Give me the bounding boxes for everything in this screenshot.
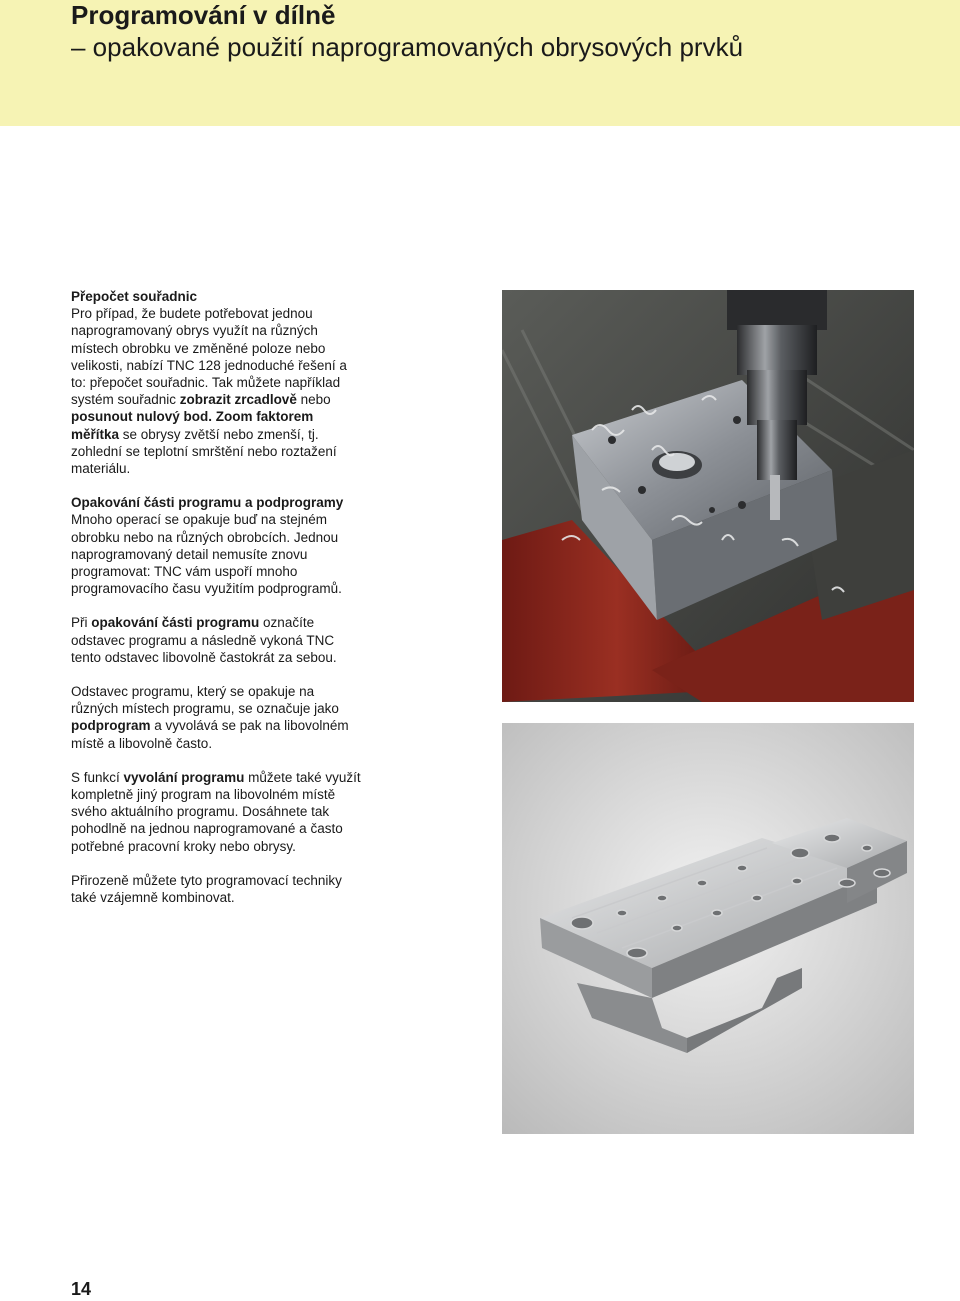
bold-term: zobrazit zrcadlově [179, 392, 297, 408]
body-text: Pro případ, že budete potřebovat jednou naprogramovaný obrys využít na různých místech obrobku ve změněné poloze nebo velikosti, nabízí TNC 128 jednoduché řešení a to: přepočet souřadnic. Tak můžete například systém souřadnic [71, 306, 347, 408]
section-heading: Opakování části programu a podprogramy [71, 495, 344, 511]
body-text: nebo [296, 392, 331, 408]
header-band [0, 0, 960, 126]
bold-term: posunout nulový bod. [71, 409, 212, 425]
section-heading: Přepočet souřadnic [71, 289, 198, 304]
body-text: můžete také využít kompletně jiný program na libovolném místě svého aktuálního programu. Dosáhnete tak pohodlně na jednou naprogramované a často potřebné pracovní kroky nebo obrysy. [71, 769, 361, 854]
machining-photo [502, 290, 914, 702]
paragraph [71, 494, 361, 597]
paragraph [71, 683, 361, 752]
body-text: Odstavec programu, který se opakuje na různých místech programu, se označuje jako [71, 684, 339, 717]
body-text: Přirozeně můžete tyto programovací techniky také vzájemně kombinovat. [71, 872, 342, 906]
body-text: se obrysy zvětší nebo zmenší, tj. zohlední se teplotní smrštění nebo roztažení materiálu. [71, 426, 337, 477]
body-text: S funkcí [71, 769, 124, 785]
body-text: označíte odstavec programu a následně vykoná TNC tento odstavec libovolně častokrát za sebou. [71, 615, 337, 665]
paragraph [71, 288, 361, 477]
bold-term: vyvolání programu [123, 769, 245, 785]
page-subtitle: – opakované použití naprogramovaných obrysových prvků [71, 32, 744, 62]
paragraph [71, 614, 361, 666]
body-text: Mnoho operací se opakuje buď na stejném obrobku nebo na různých obrobcích. Jednou naprogramovaný detail nemusíte znovu programovat: TNC vám uspoří mnoho programovacího času využitím podprogramů. [71, 512, 342, 597]
paragraph [71, 769, 361, 855]
page-number: 14 [71, 1279, 92, 1299]
bold-term: Zoom faktorem měřítka [71, 409, 314, 442]
text-column [71, 288, 361, 923]
bold-term: podprogram [71, 718, 151, 734]
paragraph [71, 872, 361, 906]
workpiece-photo [502, 723, 914, 1134]
page-title: Programování v dílně [71, 0, 336, 30]
bold-term: opakování části programu [91, 615, 260, 631]
body-text: Při [71, 615, 92, 631]
body-text: a vyvolává se pak na libovolném místě a libovolně často. [71, 718, 349, 751]
